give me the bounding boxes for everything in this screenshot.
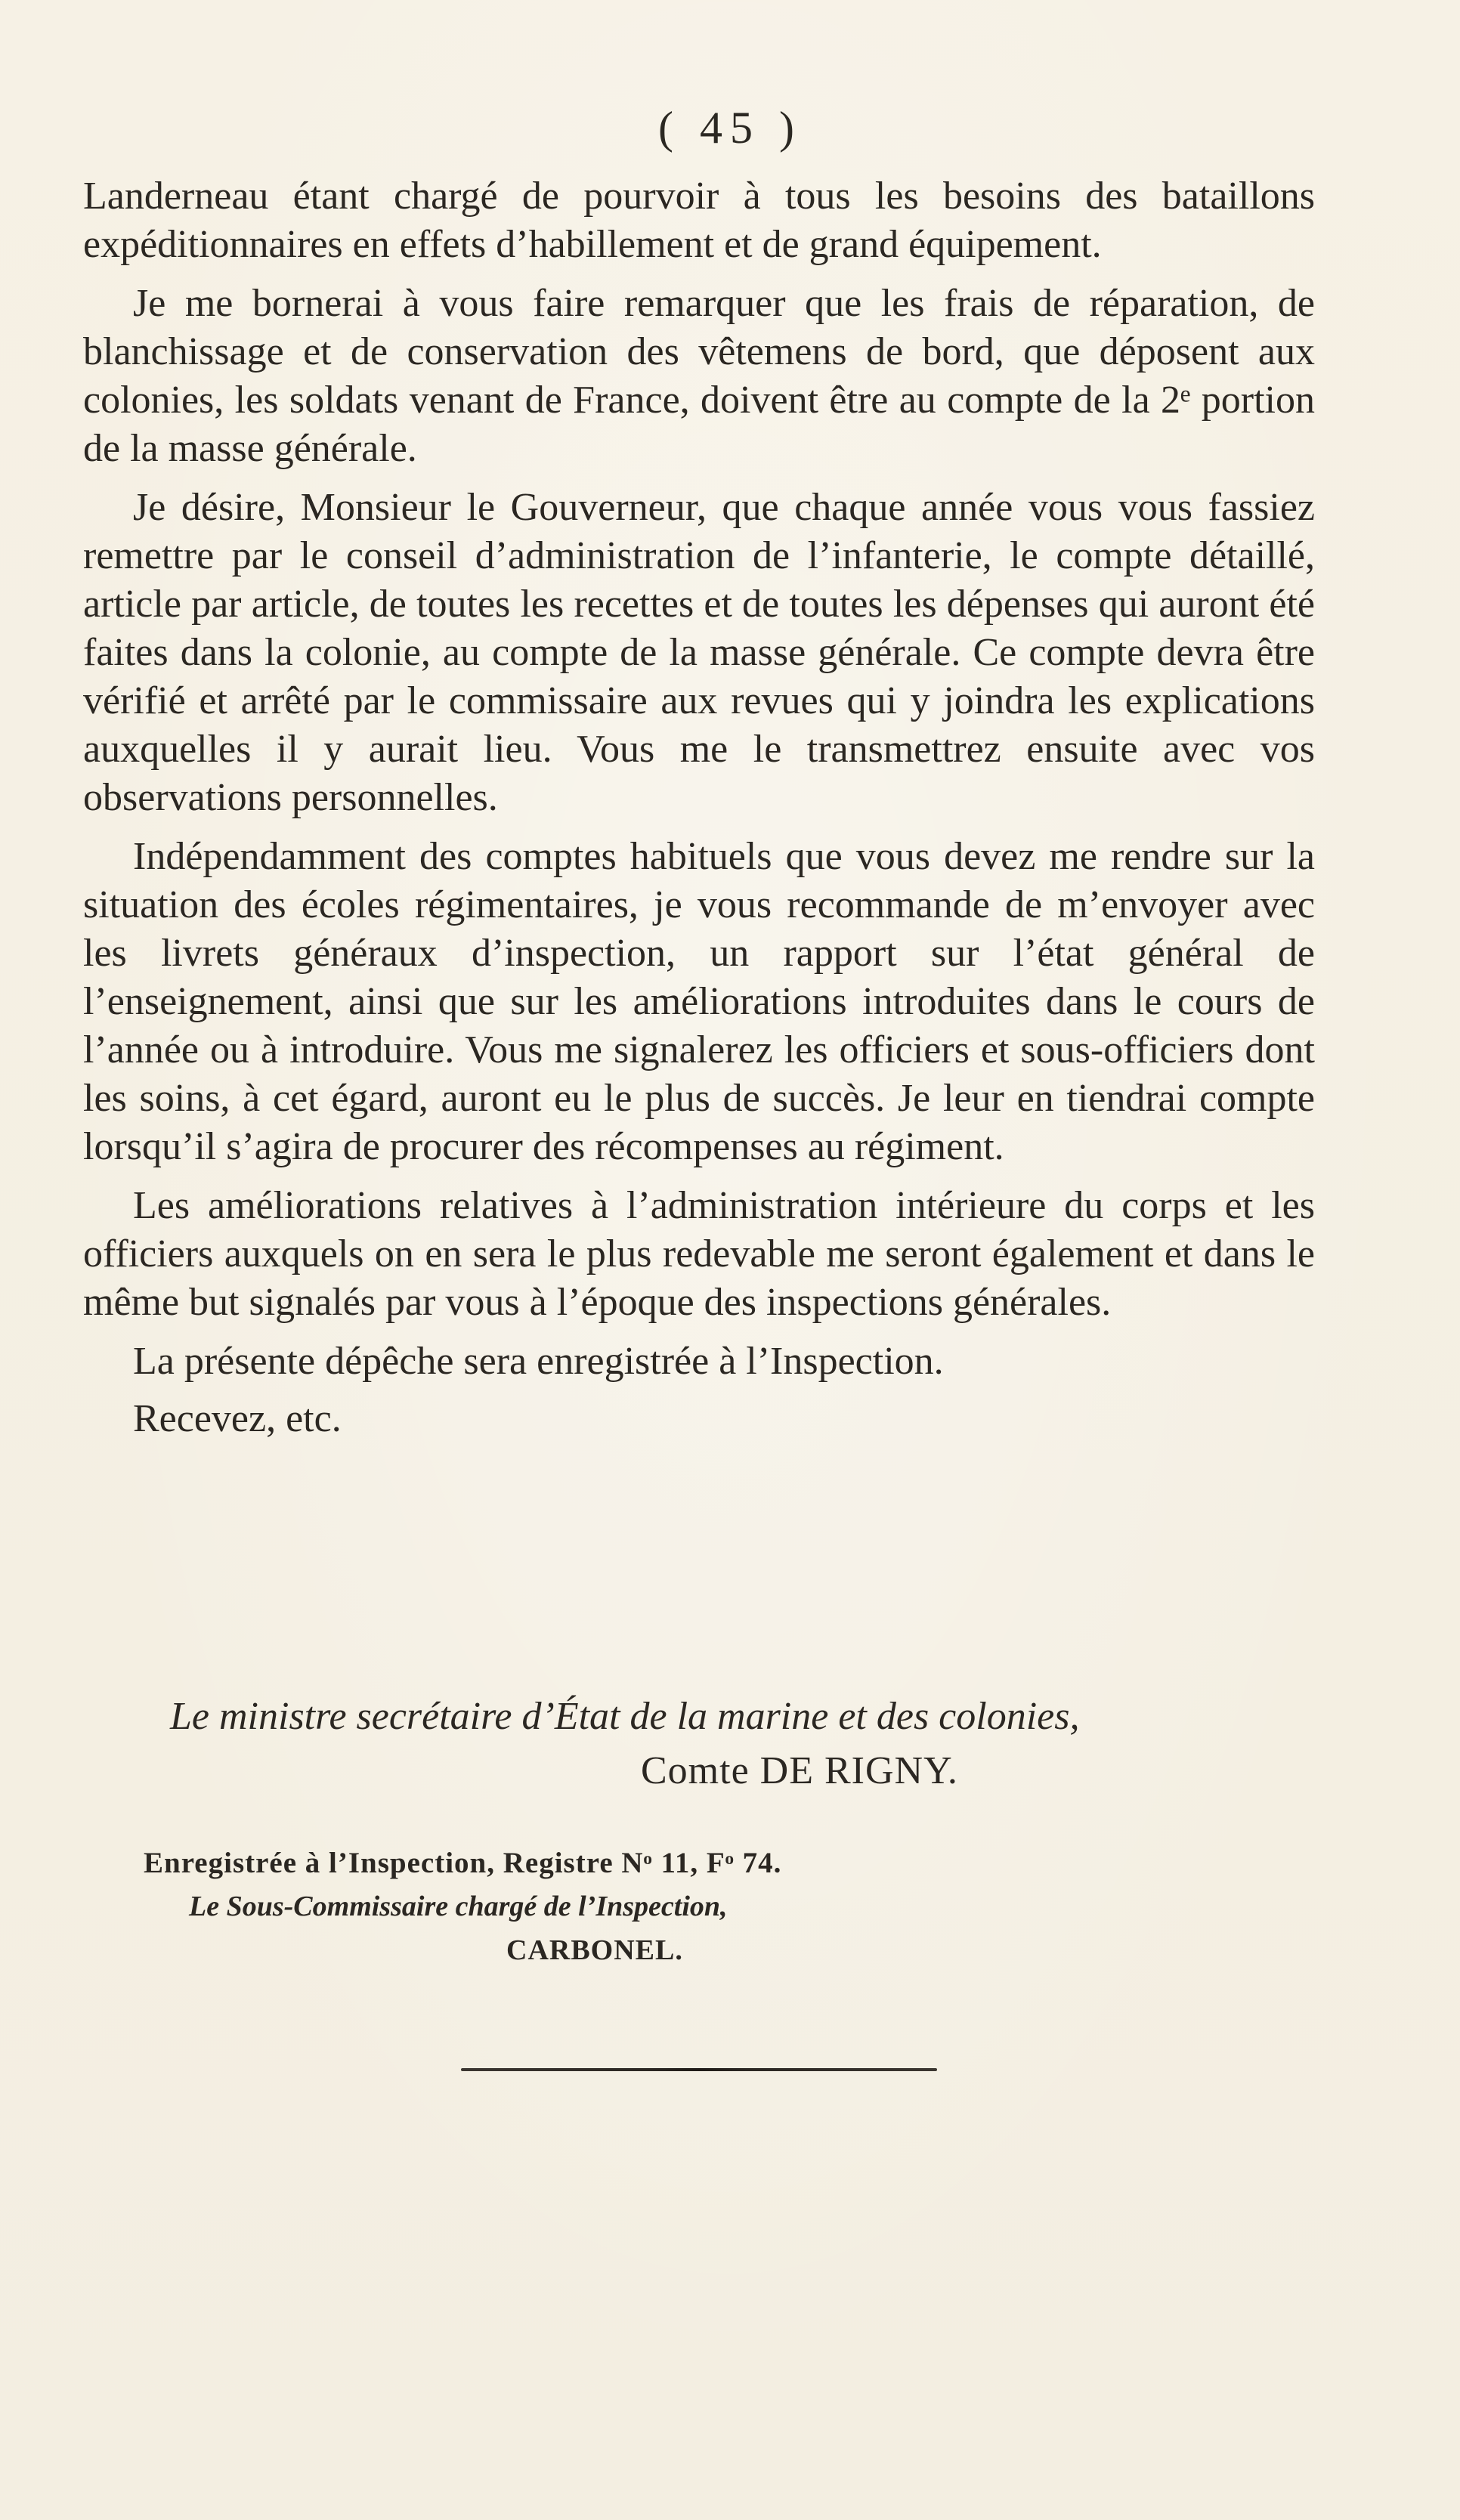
letter-body: [83, 172, 1315, 1452]
signature-block: [0, 1693, 1460, 1795]
body-paragraph-6: La présente dépêche sera enregistrée à l’Inspection.: [133, 1340, 944, 1383]
minister-name: Comte DE RIGNY.: [641, 1749, 958, 1792]
body-paragraph-7: Recevez, etc.: [133, 1397, 342, 1440]
commissioner-title: Le Sous-Commissaire chargé de l’Inspection,: [189, 1891, 728, 1922]
body-paragraph-4: Indépendamment des comptes habituels que vous devez me rendre sur la situation des écoles régimentaires, je vous recommande de m’envoyer avec les livrets généraux d’inspection, un rapport sur l’état général de l’enseignement, ainsi que sur les améliorations introduites dans le cours de l’année ou à introduire. Vous me signalerez les officiers et sous-officiers dont les soins, à cet égard, auront eu le plus de succès. Je leur en tiendrai compte lorsqu’il s’agira de procurer des récompenses au régiment.: [83, 835, 1315, 1168]
body-paragraph-1: Landerneau étant chargé de pourvoir à tous les besoins des bataillons expéditionnaires en effets d’habillement et de grand équipement.: [83, 175, 1315, 266]
body-paragraph-5: Les améliorations relatives à l’administration intérieure du corps et les officiers auxquels on en sera le plus redevable me seront également et dans le même but signalés par vous à l’époque des inspections générales.: [83, 1184, 1315, 1324]
body-paragraph-3: Je désire, Monsieur le Gouverneur, que chaque année vous vous fassiez remettre par le conseil d’administration de l’infanterie, le compte détaillé, article par article, de toutes les recettes et de toutes les dépenses qui auront été faites dans la colonie, au compte de la masse générale. Ce compte devra être vérifié et arrêté par le commissaire aux revues qui y joindra les explications auxquelles il y aurait lieu. Vous me le transmettrez ensuite avec vos observations personnelles.: [83, 486, 1315, 819]
page-number: ( 45 ): [658, 103, 802, 153]
closing-rule: [461, 2068, 937, 2071]
commissioner-name: CARBONEL.: [506, 1934, 683, 1966]
registration-block: [0, 1844, 1460, 1969]
minister-title: Le ministre secrétaire d’État de la marine et des colonies,: [170, 1695, 1080, 1738]
body-paragraph-2: Je me bornerai à vous faire remarquer que les frais de réparation, de blanchissage et de conservation des vêtemens de bord, que déposent aux colonies, les soldats venant de France, doivent être au compte de la 2ᵉ portion de la masse générale.: [83, 282, 1315, 470]
registration-entry: Enregistrée à l’Inspection, Registre Nᵒ 11, Fᵒ 74.: [144, 1847, 782, 1879]
